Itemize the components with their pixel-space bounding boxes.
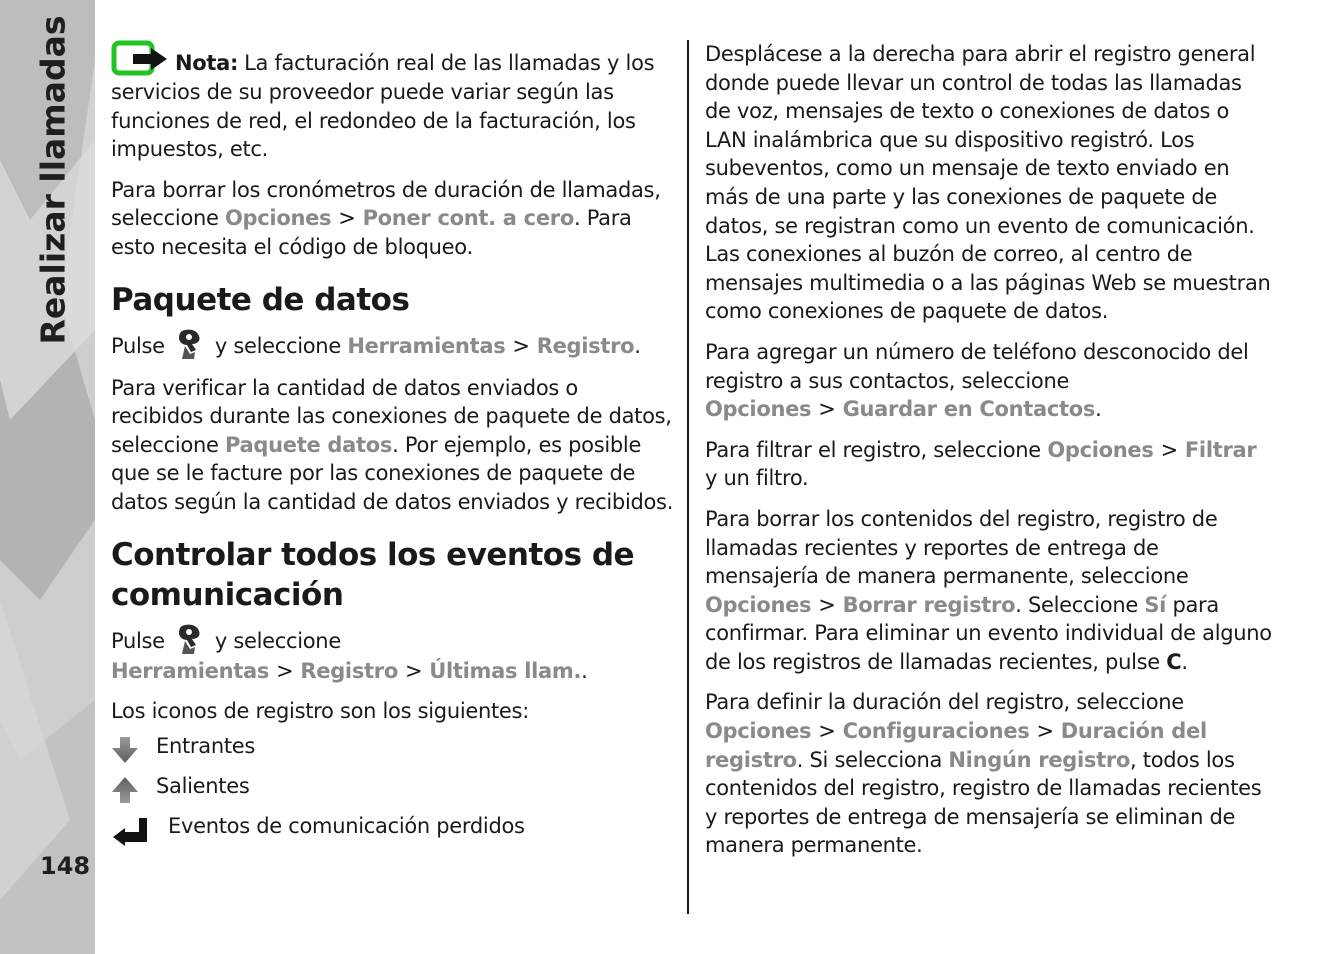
- path-separator: >: [818, 592, 836, 617]
- menu-ref-borrar-registro: Borrar registro: [842, 592, 1016, 617]
- text-run: .: [1095, 397, 1102, 422]
- arrow-up-icon: [111, 776, 139, 804]
- menu-ref-paquete-datos: Paquete datos: [225, 432, 393, 457]
- menu-ref-herramientas: Herramientas: [111, 658, 270, 683]
- list-item: [111, 812, 674, 852]
- packet-data-heading: Paquete de datos: [111, 281, 410, 318]
- path-separator: >: [404, 658, 423, 683]
- sidebar: [0, 0, 95, 954]
- menu-ref-opciones: Opciones: [1047, 437, 1154, 462]
- menu-ref-si: Sí: [1144, 592, 1167, 617]
- arrow-down-icon: [111, 736, 139, 764]
- text-run: Para borrar los contenidos del registro, registro de llamadas recientes y reportes de entrega de mensajería de manera permanente, seleccione: [705, 506, 1218, 589]
- list-item: [111, 732, 674, 772]
- path-separator: >: [338, 206, 356, 231]
- icon-label: Salientes: [156, 773, 250, 798]
- menu-ref-guardar-contactos: Guardar en Contactos: [842, 397, 1096, 422]
- menu-ref-poner-cont: Poner cont. a cero: [362, 206, 574, 231]
- menu-ref-opciones: Opciones: [705, 397, 812, 422]
- text-run: .: [634, 333, 641, 358]
- path-separator: >: [818, 397, 836, 422]
- right-column: [705, 40, 1273, 872]
- filter-paragraph: [705, 436, 1273, 493]
- missed-event-icon: [111, 816, 153, 846]
- text-run: Para agregar un número de teléfono desconocido del registro a sus contactos, seleccione: [705, 339, 1249, 393]
- text-run: Para filtrar el registro, seleccione: [705, 437, 1048, 462]
- events-press-paragraph: [111, 623, 674, 686]
- menu-ref-opciones: Opciones: [705, 592, 812, 617]
- packet-data-paragraph: [111, 374, 674, 517]
- menu-ref-ningun-registro: Ningún registro: [948, 747, 1131, 772]
- text-run: y seleccione: [214, 333, 348, 358]
- log-overview-paragraph: Desplácese a la derecha para abrir el registro general donde puede llevar un control de todas las llamadas de voz, mensajes de texto o conexiones de datos o LAN inalámbrica que su dispositivo registró. Los subeventos, como un mensaje de texto enviado en más de una parte y las conexiones de paquete de datos, se registran como un evento de comunicación. Las conexiones al buzón de correo, al centro de mensajes multimedia o a las páginas Web se muestran como conexiones de paquete de datos.: [705, 42, 1271, 324]
- column-divider: [687, 40, 689, 914]
- events-heading: Controlar todos los eventos de comunicación: [111, 536, 635, 613]
- menu-ref-ultimas-llam: Últimas llam.: [429, 658, 582, 683]
- text-run: .: [581, 658, 588, 683]
- text-run: para confirmar. Para eliminar un evento individual de alguno de los registros de llamadas recientes, pulse: [705, 592, 1272, 674]
- text-run: .: [1181, 649, 1188, 674]
- text-run: Pulse: [111, 333, 165, 358]
- menu-ref-herramientas: Herramientas: [347, 333, 506, 358]
- text-run: . Si selecciona: [796, 747, 949, 772]
- list-item: [111, 772, 674, 812]
- path-separator: >: [818, 719, 836, 744]
- log-duration-paragraph: [705, 688, 1273, 860]
- menu-ref-registro: Registro: [536, 333, 635, 358]
- section-title: Realizar llamadas: [33, 15, 73, 345]
- save-contact-paragraph: [705, 338, 1273, 424]
- note-icon: [111, 40, 169, 78]
- menu-ref-configuraciones: Configuraciones: [842, 719, 1030, 744]
- menu-ref-duracion-registro: Duración del registro: [705, 719, 1207, 772]
- path-separator: >: [1160, 437, 1178, 462]
- note-text: La facturación real de las llamadas y los servicios de su proveedor puede variar según las funciones de red, el redondeo de la facturación, los impuestos, etc.: [111, 51, 655, 162]
- reset-timers-paragraph: [111, 176, 674, 262]
- text-run: Para borrar los cronómetros de duración de llamadas, seleccione: [111, 177, 661, 231]
- icons-intro: Los iconos de registro son los siguientes:: [111, 699, 529, 724]
- text-run: . Por ejemplo, es posible que se le facture por las conexiones de paquete de datos según la cantidad de datos enviados y recibidos.: [111, 432, 674, 514]
- left-column: [111, 40, 674, 852]
- menu-key-icon: [173, 623, 207, 657]
- clear-log-paragraph: [705, 505, 1273, 677]
- menu-key-icon: [173, 328, 207, 362]
- menu-ref-opciones: Opciones: [225, 206, 332, 231]
- text-run: y un filtro.: [705, 466, 809, 491]
- text-run: Pulse: [111, 628, 165, 653]
- key-c: C: [1166, 649, 1182, 674]
- note-paragraph: [111, 40, 674, 164]
- text-run: Para verificar la cantidad de datos enviados o recibidos durante las conexiones de paquete de datos, seleccione: [111, 375, 672, 457]
- text-run: . Seleccione: [1015, 592, 1145, 617]
- menu-ref-opciones: Opciones: [705, 719, 812, 744]
- menu-ref-registro: Registro: [300, 658, 398, 683]
- icon-label: Eventos de comunicación perdidos: [168, 813, 525, 838]
- text-run: y seleccione: [214, 628, 341, 653]
- page-number: 148: [40, 852, 91, 880]
- text-run: , todos los contenidos del registro, registro de llamadas recientes y reportes de entrega de mensajería se eliminan de manera permanente.: [705, 747, 1262, 858]
- path-separator: >: [276, 658, 294, 683]
- packet-press-paragraph: [111, 328, 674, 362]
- text-run: . Para esto necesita el código de bloqueo.: [111, 206, 632, 259]
- menu-ref-filtrar: Filtrar: [1184, 437, 1257, 462]
- note-label: Nota:: [175, 51, 239, 75]
- icon-label: Entrantes: [156, 733, 256, 758]
- path-separator: >: [512, 333, 530, 358]
- text-run: Para definir la duración del registro, seleccione: [705, 690, 1184, 715]
- path-separator: >: [1036, 719, 1054, 744]
